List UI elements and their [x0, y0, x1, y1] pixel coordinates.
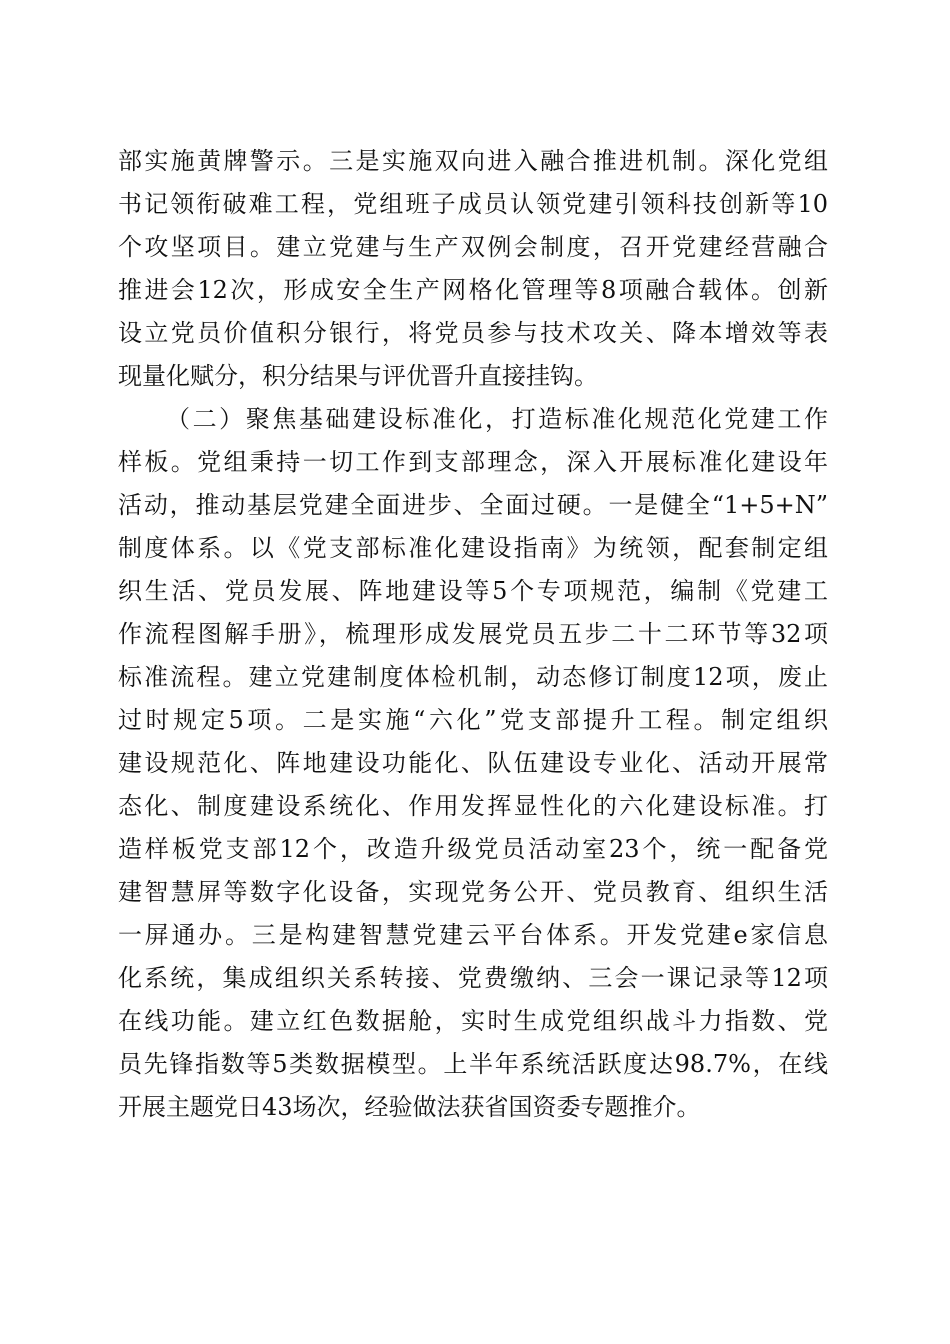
text-line: 部实施黄牌警示。三是实施双向进入融合推进机制。深化党组 — [118, 147, 828, 175]
text-line: 过时规定5项。二是实施“六化”党支部提升工程。制定组织 — [118, 706, 828, 734]
text-line: 样板。党组秉持一切工作到支部理念，深入开展标准化建设年 — [118, 448, 828, 476]
body-text — [118, 140, 828, 1129]
text-line: 造样板党支部12个，改造升级党员活动室23个，统一配备党 — [118, 835, 828, 863]
text-line: 设立党员价值积分银行，将党员参与技术攻关、降本增效等表 — [118, 319, 828, 347]
text-line: 态化、制度建设系统化、作用发挥显性化的六化建设标准。打 — [118, 792, 828, 820]
text-line: 个攻坚项目。建立党建与生产双例会制度，召开党建经营融合 — [118, 233, 828, 261]
text-line: 织生活、党员发展、阵地建设等5个专项规范，编制《党建工 — [118, 577, 828, 605]
text-line: 员先锋指数等5类数据模型。上半年系统活跃度达98.7%，在线 — [118, 1050, 828, 1078]
paragraph-heading-line: （二）聚焦基础建设标准化，打造标准化规范化党建工作 — [166, 405, 828, 433]
text-line: 建设规范化、阵地建设功能化、队伍建设专业化、活动开展常 — [118, 749, 828, 777]
text-line: 标准流程。建立党建制度体检机制，动态修订制度12项，废止 — [118, 663, 828, 691]
text-line: 现量化赋分，积分结果与评优晋升直接挂钩。 — [118, 362, 598, 390]
text-line: 制度体系。以《党支部标准化建设指南》为统领，配套制定组 — [118, 534, 828, 562]
text-line: 作流程图解手册》，梳理形成发展党员五步二十二环节等32项 — [118, 620, 828, 648]
text-line: 化系统，集成组织关系转接、党费缴纳、三会一课记录等12项 — [118, 964, 828, 992]
text-line: 开展主题党日43场次，经验做法获省国资委专题推介。 — [118, 1093, 701, 1121]
text-line: 建智慧屏等数字化设备，实现党务公开、党员教育、组织生活 — [118, 878, 828, 906]
text-line: 活动，推动基层党建全面进步、全面过硬。一是健全“1+5+N” — [118, 491, 828, 519]
text-line: 一屏通办。三是构建智慧党建云平台体系。开发党建e家信息 — [118, 921, 828, 949]
text-line: 在线功能。建立红色数据舱，实时生成党组织战斗力指数、党 — [118, 1007, 828, 1035]
text-line: 推进会12次，形成安全生产网格化管理等8项融合载体。创新 — [118, 276, 828, 304]
text-line: 书记领衔破难工程，党组班子成员认领党建引领科技创新等10 — [118, 190, 828, 218]
